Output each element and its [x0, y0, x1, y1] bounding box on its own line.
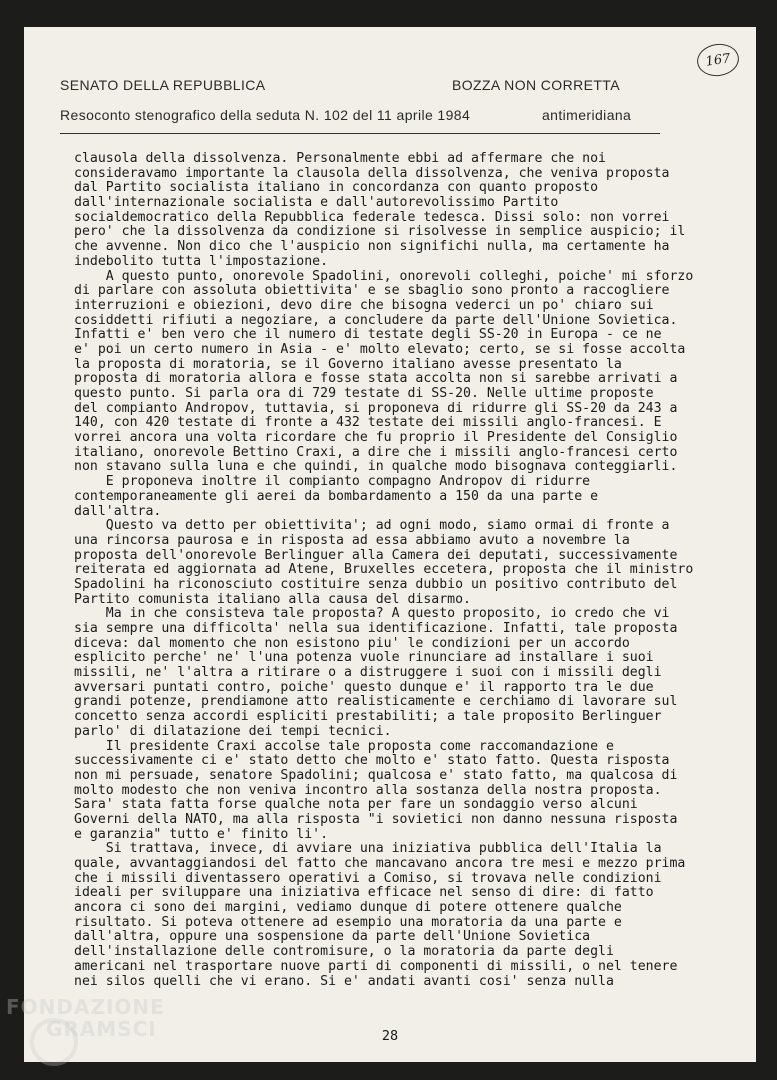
- text-line: diceva: dal momento che non esistono piu' le condizioni per un accordo: [74, 635, 630, 651]
- text-line: una rincorsa paurosa e in risposta ad essa abbiamo avuto a novembre la: [74, 532, 630, 548]
- session-time: antimeridiana: [542, 107, 632, 123]
- header-rule: [60, 133, 660, 134]
- text-line: dall'internazionale socialista e dall'autorevolissimo Partito: [74, 195, 559, 211]
- text-line: Partito comunista italiano alla causa del disarmo.: [74, 591, 471, 607]
- archive-number-stamp: 167: [695, 41, 741, 79]
- draft-status: BOZZA NON CORRETTA: [452, 77, 620, 93]
- watermark-line: FONDAZIONE: [6, 995, 165, 1019]
- text-line: che avvenne. Non dico che l'auspicio non significhi nulla, ma certamente ha: [74, 239, 670, 255]
- text-line: Infatti e' ben vero che il numero di testate degli SS-20 in Europa - ce ne: [74, 327, 662, 343]
- text-line: italiano, onorevole Bettino Craxi, a dire che i missili anglo-francesi certo: [74, 444, 678, 460]
- text-line: americani nel trasportare nuove parti di componenti di missili, o nel tenere: [74, 958, 678, 974]
- text-line: E proponeva inoltre il compianto compagno Andropov di ridurre: [74, 474, 591, 490]
- text-line: dall'altra.: [74, 503, 162, 519]
- text-line: cosiddetti rifiuti a negoziare, a concludere da parte dell'Unione Sovietica.: [74, 312, 678, 328]
- text-line: avversari puntati contro, poiche' questo dunque e' il rapporto tra le due: [74, 679, 654, 695]
- text-line: Sara' stata fatta forse qualche nota per fare un sondaggio verso alcuni: [74, 797, 638, 813]
- text-line: dall'altra, oppure una sospensione da parte dell'Unione Sovietica: [74, 929, 591, 945]
- text-line: vorrei ancora una volta ricordare che fu proprio il Presidente del Consiglio: [74, 430, 678, 446]
- senate-header: SENATO DELLA REPUBBLICA: [60, 77, 266, 93]
- text-line: contemporaneamente gli aerei da bombardamento a 150 da una parte e: [74, 488, 599, 504]
- transcript-body: [74, 151, 694, 989]
- text-line: e' poi un certo numero in Asia - e' molto elevato; certo, se si fosse accolta: [74, 341, 686, 357]
- text-line: 140, con 420 testate di fronte a 432 testate dei missili anglo-francesi. E: [74, 415, 662, 431]
- text-line: Si trattava, invece, di avviare una iniziativa pubblica dell'Italia la: [74, 841, 662, 857]
- text-line: Questo va detto per obiettivita'; ad ogni modo, siamo ormai di fronte a: [74, 518, 670, 534]
- text-line: interruzioni e obiezioni, devo dire che bisogna vederci un po' chiaro sui: [74, 297, 654, 313]
- text-line: clausola della dissolvenza. Personalmente ebbi ad affermare che noi: [74, 151, 606, 166]
- text-line: di parlare con assoluta obiettivita' e se sbaglio sono pronto a raccogliere: [74, 283, 670, 299]
- text-line: pero' che la dissolvenza da condizione si risolvesse in semplice auspicio; il: [74, 224, 686, 240]
- text-line: reiterata ed aggiornata ad Atene, Bruxelles eccetera, proposta che il ministro: [74, 562, 694, 578]
- text-line: A questo punto, onorevole Spadolini, onorevoli colleghi, poiche' mi sforzo: [74, 268, 694, 284]
- text-line: la proposta di moratoria, se il Governo italiano avesse presentato la: [74, 356, 622, 372]
- text-line: missili, ne' l'altra a ritirare o a distruggere i suoi con i missili degli: [74, 665, 662, 681]
- text-line: Spadolini ha riconosciuto costituire senza dubbio un positivo contributo del: [74, 576, 678, 592]
- text-line: questo punto. Si parla ora di 729 testate di SS-20. Nelle ultime proposte: [74, 386, 654, 401]
- text-line: molto modesto che non veniva incontro alla sostanza della nostra proposta.: [74, 782, 662, 798]
- text-line: Ma in che consisteva tale proposta? A questo proposito, io credo che vi: [74, 606, 670, 622]
- text-line: del compianto Andropov, tuttavia, si proponeva di ridurre gli SS-20 da 243 a: [74, 400, 678, 416]
- text-line: parlo' di dilatazione dei tempi tecnici.: [74, 723, 392, 739]
- text-line: successivamente ci e' stato detto che molto e' stato fatto. Questa risposta: [74, 753, 670, 769]
- text-line: dell'installazione delle contromisure, o la moratoria da parte degli: [74, 944, 614, 960]
- page-number: 28: [381, 1028, 399, 1044]
- document-page: [24, 27, 756, 1062]
- text-line: dal Partito socialista italiano in concordanza con quanto proposto: [74, 180, 599, 196]
- text-line: esplicito perche' ne' l'una potenza vuole rinunciare ad installare i suoi: [74, 650, 654, 666]
- text-line: e garanzia" tutto e' finito li'.: [74, 826, 329, 842]
- text-line: concetto senza accordi espliciti prestabiliti; a tale proposito Berlinguer: [74, 709, 662, 725]
- text-line: grandi potenze, prendiamone atto realisticamente e cerchiamo di lavorare sul: [74, 694, 678, 710]
- text-line: Il presidente Craxi accolse tale proposta come raccomandazione e: [74, 738, 614, 754]
- text-line: che i missili diventassero operativi a Comiso, si trovava nelle condizioni: [74, 870, 662, 886]
- text-line: risultato. Si poteva ottenere ad esempio una moratoria da una parte e: [74, 914, 622, 930]
- text-line: nei silos quelli che vi erano. Si e' andati avanti cosi' senza nulla: [74, 973, 614, 989]
- watermark-line: GRAMSCI: [46, 1017, 157, 1041]
- text-line: ideali per sviluppare una iniziativa efficace nel senso di dire: di fatto: [74, 885, 654, 901]
- text-line: quale, avvantaggiandosi del fatto che mancavano ancora tre mesi e mezzo prima: [74, 856, 686, 871]
- text-line: consideravamo importante la clausola della dissolvenza, che veniva proposta: [74, 165, 670, 181]
- text-line: proposta dell'onorevole Berlinguer alla Camera dei deputati, successivamente: [74, 547, 678, 563]
- text-line: Governi della NATO, ma alla risposta "i sovietici non danno nessuna risposta: [74, 811, 678, 827]
- text-line: sia sempre una difficolta' nella sua identificazione. Infatti, tale proposta: [74, 621, 678, 636]
- watermark: [6, 996, 165, 1040]
- text-line: indebolito tutta l'impostazione.: [74, 253, 329, 269]
- text-line: ancora ci sono dei margini, vediamo dunque di potere ottenere qualche: [74, 900, 622, 916]
- text-line: socialdemocratico della Repubblica federale tedesca. Dissi solo: non vorrei: [74, 209, 670, 225]
- text-line: non mi persuade, senatore Spadolini; qualcosa e' stato fatto, ma qualcosa di: [74, 767, 678, 783]
- text-line: proposta di moratoria allora e fosse stata accolta non si sarebbe arrivati a: [74, 371, 678, 387]
- text-line: non stavano sulla luna e che quindi, in qualche modo bisognava conteggiarli.: [74, 459, 678, 475]
- session-line: Resoconto stenografico della seduta N. 102 del 11 aprile 1984: [60, 107, 471, 123]
